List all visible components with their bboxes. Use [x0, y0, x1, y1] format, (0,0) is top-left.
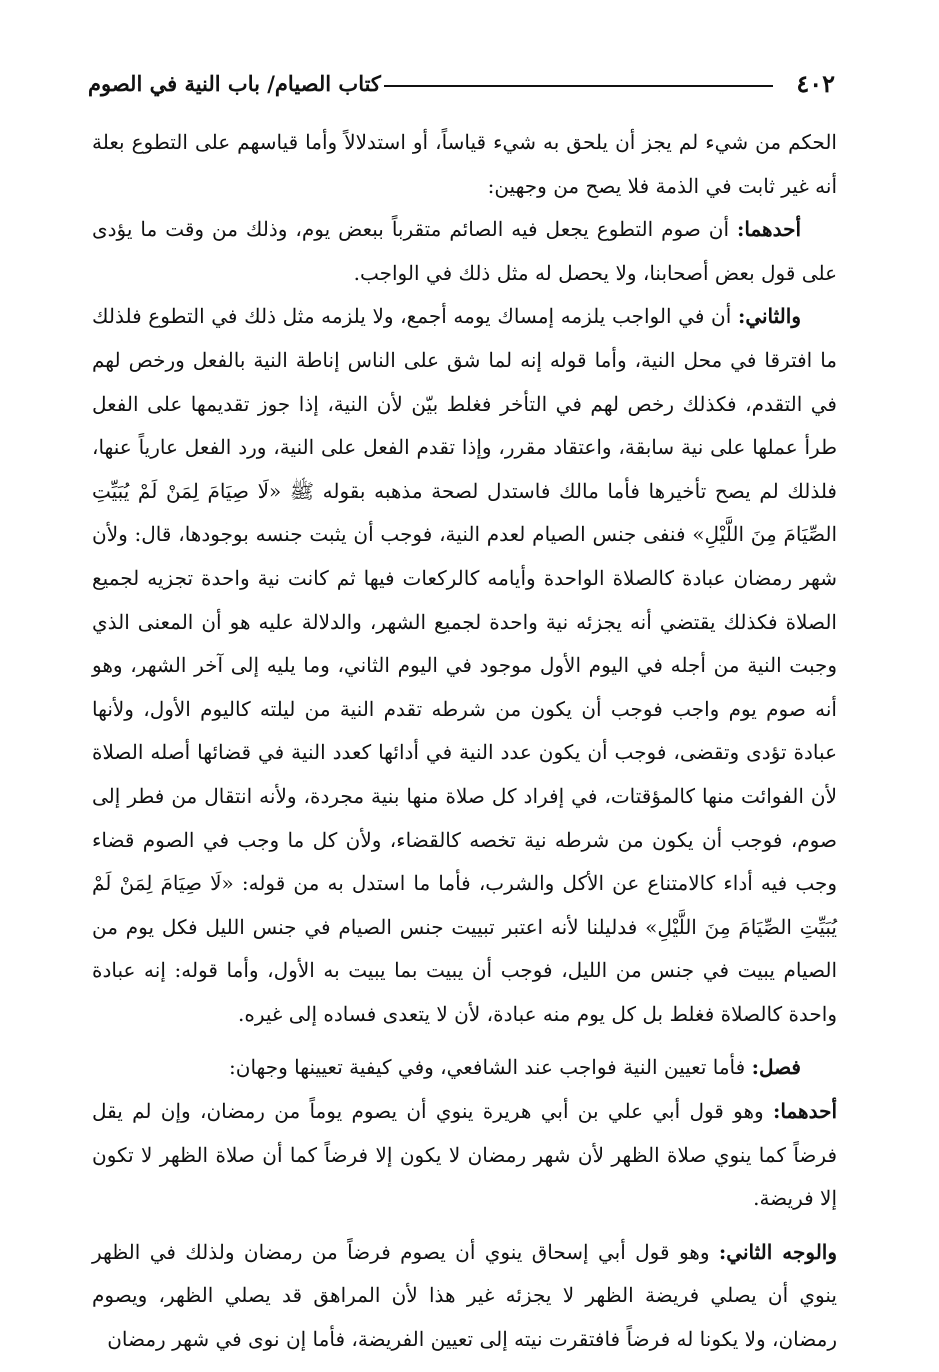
paragraph-text: فأما تعيين النية فواجب عند الشافعي، وفي كيفية تعيينها وجهان: — [229, 1055, 746, 1080]
running-title: كتاب الصيام/ باب النية في الصوم — [88, 71, 381, 96]
header-rule — [384, 85, 773, 87]
paragraph-second-view — [92, 1231, 837, 1362]
paragraph-second-reason — [92, 295, 837, 1036]
paragraph-text: أن في الواجب يلزمه إمساك يومه أجمع، ولا يلزمه مثل ذلك في التطوع فلذلك ما افترقا في محل النية، وأما قوله إنه لما شق على الناس إناطة النية بالفعل ورخص لهم في التقدم، فكذلك رخص لهم في التأخر فغلط بيّن لأن النية، إذا جوز تقديمها على الفعل طرأ عملها على نية سابقة، واعتقاد مقرر، وإذا تقدم الفعل على النية، ورد الفعل عارياً عنها، فلذلك لم يصح تأخيرها فأما مالك فاستدل لصحة مذهبه بقوله ﷺ «لَا صِيَامَ لِمَنْ لَمْ يُبَيِّتِ الصِّيَامَ مِنَ اللَّيْلِ» فنفى جنس الصيام لعدم النية، فوجب أن يثبت جنسه بوجودها، قال: ولأن شهر رمضان عبادة كالصلاة الواحدة وأيامه كالركعات فيها ثم كانت نية واحدة تجزيه لجميع الصلاة فكذلك يقتضي أنه يجزئه نية واحدة لجميع الشهر، والدلالة عليه هو أن المعنى الذي وجبت النية من أجله في اليوم الأول موجود في اليوم الثاني، وما يليه إلى آخر الشهر، وهو أنه صوم يوم واجب فوجب أن يكون من شرطه تقدم النية من ليلته كاليوم الأول، ولأنها عبادة تؤدى وتقضى، فوجب أن يكون عدد النية في أدائها كعدد النية في قضائها أصله الصلاة لأن الفوائت منها كالمؤقتات، في إفراد كل صلاة منها بنية مجردة، ولأنه انتقال من فطر إلى صوم، فوجب أن يكون من شرطه نية تخصه كالقضاء، ولأن كل ما وجب في الصوم قضاء وجب فيه أداء كالامتناع عن الأكل والشرب، فأما ما استدل به من قوله: «لَا صِيَامَ لِمَنْ لَمْ يُبَيِّتِ الصِّيَامَ مِنَ اللَّيْلِ» فدليلنا لأنه اعتبر تبييت جنس الصيام في جنس الليل فكل يوم من الصيام يبيت في جنس من الليل، فوجب أن يبيت بما يبيت به الأول، وأما قوله: إنه عبادة واحدة كالصلاة فغلط بل كل يوم منه عبادة، لأن لا يتعدى فساده إلى غيره. — [92, 304, 837, 1026]
paragraph-label: أحدهما: — [737, 217, 802, 242]
paragraph-label: أحدهما: — [773, 1099, 838, 1124]
paragraph-continuation — [92, 121, 837, 208]
paragraph-text: الحكم من شيء لم يجز أن يلحق به شيء قياساً، أو استدلالاً وأما قياسهم على التطوع بعلة أنه غير ثابت في الذمة فلا يصح من وجهين: — [92, 130, 837, 198]
paragraph-section — [92, 1046, 837, 1090]
paragraph-label: فصل: — [751, 1055, 801, 1080]
paragraph-label: والوجه الثاني: — [718, 1239, 838, 1264]
paragraph-text: وهو قول أبي علي بن أبي هريرة ينوي أن يصوم يوماً من رمضان، وإن لم يقل فرضاً كما ينوي صلاة الظهر لأن شهر رمضان لا يكون إلا فرضاً كما أن صلاة الظهر لا تكون إلا فريضة. — [92, 1099, 837, 1211]
paragraph-label: والثاني: — [737, 304, 801, 329]
page-number: ٤٠٢ — [796, 69, 835, 98]
paragraph-first-view — [92, 1090, 837, 1221]
page-header — [88, 66, 835, 106]
paragraph-text: وهو قول أبي إسحاق ينوي أن يصوم فرضاً من رمضان ولذلك في الظهر ينوي أن يصلي فريضة الظهر لا يجزئه غير هذا لأن المراهق قد يصلي الظهر، ويصوم رمضان، ولا يكونا له فرضاً فافتقرت نيته إلى تعيين الفريضة، فأما إن نوى في شهر رمضان — [92, 1239, 837, 1352]
paragraph-first-reason — [92, 208, 837, 295]
paragraph-text: أن صوم التطوع يجعل فيه الصائم متقرباً ببعض يوم، وذلك من وقت ما يؤدى على قول بعض أصحابنا، ولا يحصل له مثل ذلك في الواجب. — [92, 217, 837, 285]
body-text — [92, 121, 837, 1362]
